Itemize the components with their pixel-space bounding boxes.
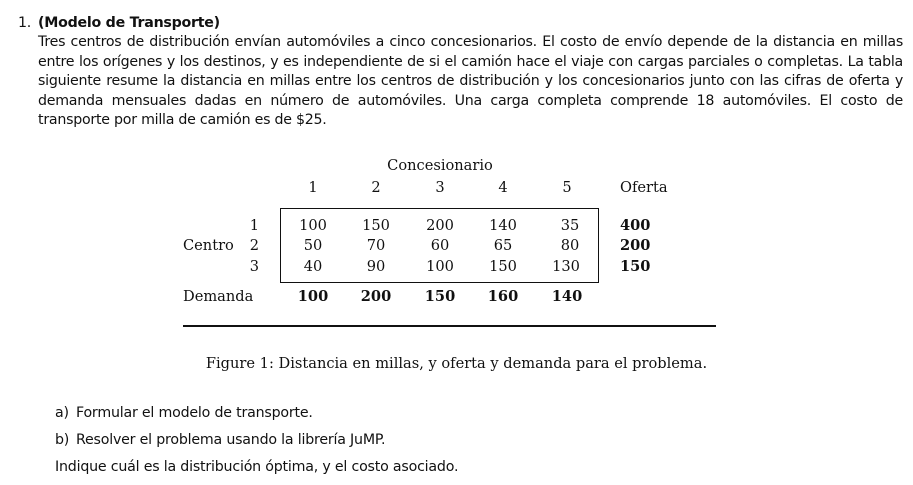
table-bottom-rule [183,325,716,327]
distance-cell: 65 [493,237,513,254]
supply-cell: 200 [620,237,651,254]
demand-cell: 140 [551,288,583,305]
distance-cell: 100 [426,258,454,275]
task-continuation: Indique cuál es la distribución óptima, y el costo asociado. [55,459,459,475]
distance-cell: 150 [489,258,517,275]
dest-label: 2 [371,179,381,196]
source-label: 3 [249,258,259,275]
dest-label: 4 [498,179,508,196]
distance-cell: 40 [303,258,323,275]
problem-text: Tres centros de distribución envían automóviles a cinco concesionarios. El costo de envío depende de la distancia en millas entre los orígenes y los destinos, y es independiente de si el camión hace el viaje con cargas parciales o completas. La tabla siguiente resume la distancia en millas entre los centros de distribución y los concesionarios junto con las cifras de oferta y demanda mensuales dadas en número de automóviles. Una carga completa comprende 18 automóviles. El costo de transporte por milla de camión es de $25. [38,34,903,129]
distance-cell: 90 [366,258,386,275]
supply-cell: 150 [620,258,651,275]
demand-cell: 150 [424,288,456,305]
distance-cell: 100 [299,217,327,234]
problem-number: 1. [18,15,32,31]
distance-cell: 70 [366,237,386,254]
distance-cell: 60 [430,237,450,254]
table-header-group: Concesionario [387,157,493,174]
dest-label: 3 [435,179,445,196]
dest-label: 1 [308,179,318,196]
dest-label: 5 [562,179,572,196]
task-label: b) [55,432,70,448]
task-item [55,404,458,423]
task-list [55,404,458,485]
distance-cell: 50 [303,237,323,254]
source-label: 2 [249,237,259,254]
distance-cell: 140 [489,217,517,234]
supply-header: Oferta [620,179,668,196]
demand-cell: 160 [487,288,519,305]
problem-title: (Modelo de Transporte) [38,15,220,31]
demand-cell: 100 [297,288,329,305]
distance-cell: 150 [362,217,390,234]
distance-cell: 130 [552,258,580,275]
source-group-label: Centro [183,237,234,254]
distance-cell: 200 [426,217,454,234]
task-item [55,431,458,450]
source-label: 1 [249,217,259,234]
task-label: a) [55,405,69,421]
demand-label: Demanda [183,288,254,305]
figure-caption: Figure 1: Distancia en millas, y oferta y demanda para el problema. [205,355,708,372]
distance-cell: 35 [560,217,580,234]
task-text: Resolver el problema usando la librería JuMP. [76,432,386,448]
supply-cell: 400 [620,217,651,234]
distance-cell: 80 [560,237,580,254]
task-text: Formular el modelo de transporte. [76,405,313,421]
demand-cell: 200 [360,288,392,305]
